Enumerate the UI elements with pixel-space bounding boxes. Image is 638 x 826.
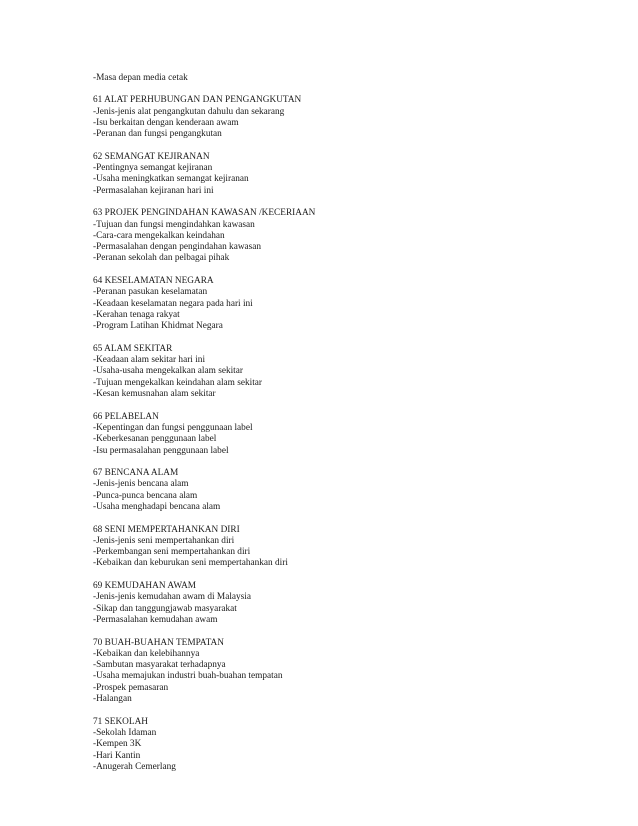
topic-section (93, 208, 613, 264)
topic-section (93, 525, 613, 570)
topic-point: -Prospek pemasaran (93, 682, 169, 693)
topic-section (93, 581, 613, 626)
topic-point: -Permasalahan dengan pengindahan kawasan (93, 242, 262, 253)
topic-point: -Perkembangan seni mempertahankan diri (93, 547, 251, 558)
topic-title: 64 KESELAMATAN NEGARA (93, 276, 214, 287)
topic-point: -Program Latihan Khidmat Negara (93, 321, 223, 332)
topic-point: -Halangan (93, 694, 132, 705)
topic-point: -Permasalahan kejiranan hari ini (93, 185, 214, 196)
topic-point: -Kebaikan dan kelebihannya (93, 648, 200, 659)
topic-point: -Usaha memajukan industri buah-buahan tempatan (93, 671, 283, 682)
topic-title: 62 SEMANGAT KEJIRANAN (93, 151, 210, 162)
topic-point: -Isu permasalahan penggunaan label (93, 445, 229, 456)
topic-point: -Sekolah Idaman (93, 727, 157, 738)
topic-point: -Isu berkaitan dengan kenderaan awam (93, 117, 239, 128)
topic-point: -Usaha meningkatkan semangat kejiranan (93, 174, 249, 185)
topic-title: 68 SENI MEMPERTAHANKAN DIRI (93, 524, 240, 535)
topic-point: -Tujuan dan fungsi mengindahkan kawasan (93, 219, 255, 230)
topic-point: -Peranan dan fungsi pengangkutan (93, 129, 222, 140)
topic-point: -Anugerah Cemerlang (93, 761, 176, 772)
topic-title: 66 PELABELAN (93, 411, 159, 422)
topic-title: 70 BUAH-BUAHAN TEMPATAN (93, 637, 224, 648)
document-body (93, 73, 613, 784)
topic-point: -Kerahan tenaga rakyat (93, 309, 180, 320)
topic-title: 63 PROJEK PENGINDAHAN KAWASAN /KECERIAAN (93, 208, 316, 219)
intro-line: -Masa depan media cetak (93, 73, 188, 83)
topic-point: -Jenis-jenis kemudahan awam di Malaysia (93, 592, 252, 603)
topic-section (93, 276, 613, 332)
topic-point: -Kebaikan dan keburukan seni mempertahankan diri (93, 558, 288, 569)
topic-point: -Jenis-jenis alat pengangkutan dahulu dan sekarang (93, 106, 285, 117)
topic-point: -Peranan sekolah dan pelbagai pihak (93, 253, 230, 264)
topic-point: -Tujuan mengekalkan keindahan alam sekitar (93, 377, 263, 388)
topic-section (93, 412, 613, 457)
section-list (93, 95, 613, 773)
topic-point: -Peranan pasukan keselamatan (93, 287, 208, 298)
topic-section (93, 152, 613, 197)
topic-point: -Kepentingan dan fungsi penggunaan label (93, 422, 253, 433)
topic-point: -Sambutan masyarakat terhadapnya (93, 660, 226, 671)
topic-point: -Jenis-jenis seni mempertahankan diri (93, 535, 235, 546)
topic-point: -Permasalahan kemudahan awam (93, 614, 218, 625)
topic-section (93, 95, 613, 140)
topic-title: 69 KEMUDAHAN AWAM (93, 581, 197, 592)
topic-point: -Keadaan keselamatan negara pada hari ini (93, 298, 253, 309)
topic-section (93, 468, 613, 513)
topic-point: -Kempen 3K (93, 739, 142, 750)
topic-point: -Usaha menghadapi bencana alam (93, 501, 221, 512)
topic-point: -Hari Kantin (93, 750, 141, 761)
topic-point: -Usaha-usaha mengekalkan alam sekitar (93, 366, 243, 377)
topic-point: -Cara-cara mengekalkan keindahan (93, 230, 225, 241)
topic-title: 71 SEKOLAH (93, 716, 149, 727)
topic-title: 61 ALAT PERHUBUNGAN DAN PENGANGKUTAN (93, 95, 302, 106)
topic-point: -Keberkesanan penggunaan label (93, 434, 217, 445)
topic-point: -Punca-punca bencana alam (93, 490, 198, 501)
topic-section (93, 717, 613, 773)
topic-title: 67 BENCANA ALAM (93, 468, 179, 479)
topic-point: -Pentingnya semangat kejiranan (93, 163, 213, 174)
topic-point: -Jenis-jenis bencana alam (93, 479, 189, 490)
topic-point: -Sikap dan tanggungjawab masyarakat (93, 603, 237, 614)
topic-title: 65 ALAM SEKITAR (93, 343, 173, 354)
topic-section (93, 638, 613, 706)
topic-section (93, 344, 613, 400)
topic-point: -Keadaan alam sekitar hari ini (93, 355, 206, 366)
topic-point: -Kesan kemusnahan alam sekitar (93, 389, 216, 400)
